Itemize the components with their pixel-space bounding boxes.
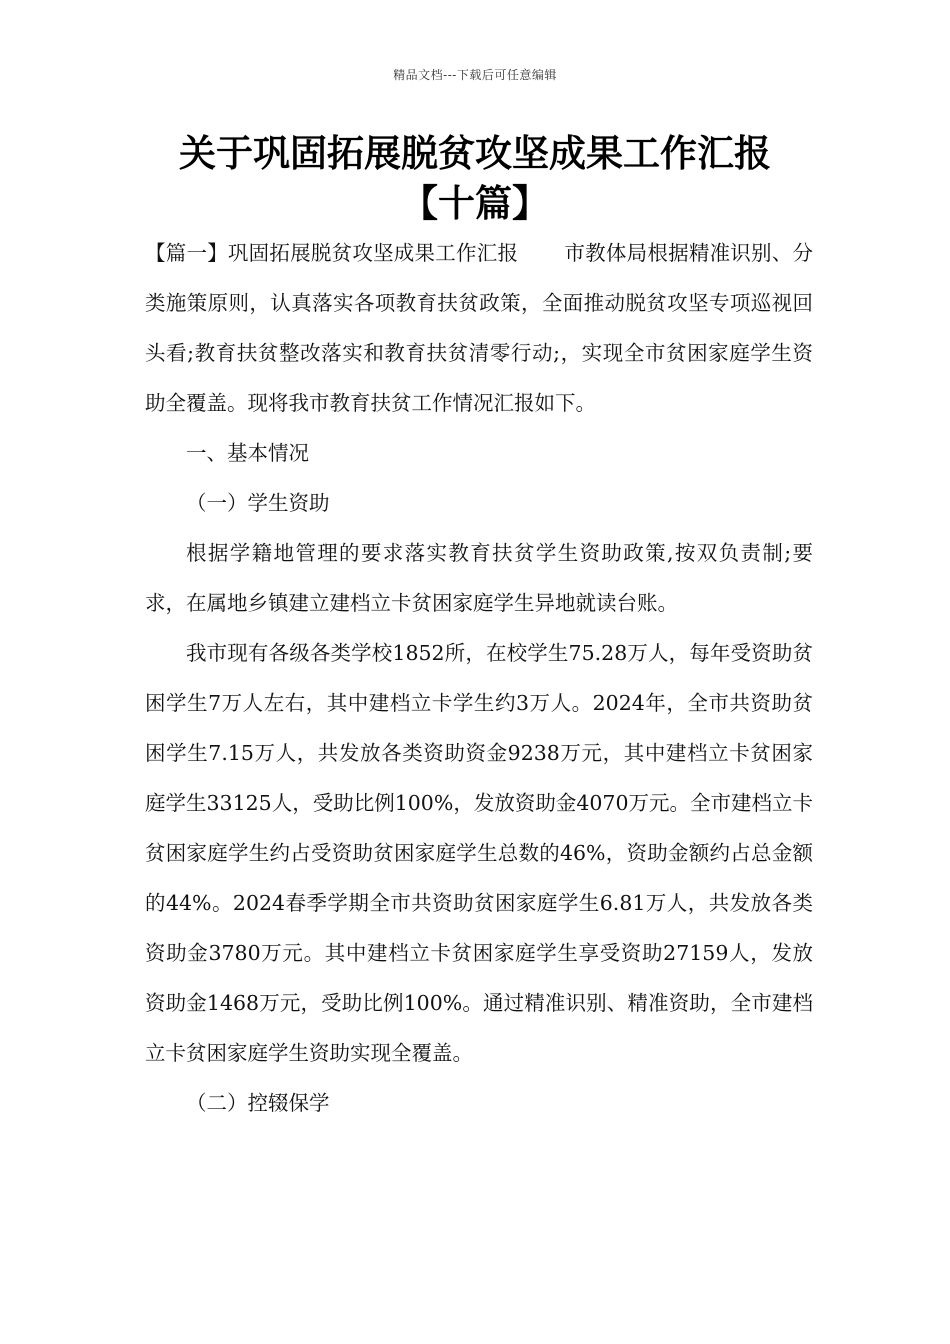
document-title-line-1: 关于巩固拓展脱贫攻坚成果工作汇报 [179, 132, 771, 175]
document-body [145, 228, 813, 1128]
intro-paragraph [145, 228, 813, 428]
section-heading-basic: 一、基本情况 [186, 441, 309, 465]
subsection-heading-dropout-control: （二）控辍保学 [186, 1091, 330, 1115]
intro-rest: 市教体局根据精准识别、分类施策原则，认真落实各项教育扶贫政策，全面推动脱贫攻坚专项巡视回头看;教育扶贫整改落实和教育扶贫清零行动;，实现全市贫困家庭学生资助全覆盖。现将我市教育扶贫工作情况汇报如下。 [145, 241, 814, 415]
policy-paragraph: 根据学籍地管理的要求落实教育扶贫学生资助政策,按双负责制;要求，在属地乡镇建立建档立卡贫困家庭学生异地就读台账。 [145, 541, 813, 615]
document-title-line-2: 【十篇】 [401, 182, 549, 225]
header-note: 精品文档---下载后可任意编辑 [393, 68, 557, 82]
subsection-heading-student-aid: （一）学生资助 [186, 491, 330, 515]
intro-lead: 【篇一】巩固拓展脱贫攻坚成果工作汇报 [145, 241, 519, 265]
statistics-paragraph: 我市现有各级各类学校1852所，在校学生75.28万人，每年受资助贫困学生7万人左右，其中建档立卡学生约3万人。2024年，全市共资助贫困学生7.15万人，共发放各类资助资金9238万元，其中建档立卡贫困家庭学生33125人，受助比例100%，发放资助金4070万元。全市建档立卡贫困家庭学生约占受资助贫困家庭学生总数的46%，资助金额约占总金额的44%。2024春季学期全市共资助贫困家庭学生6.81万人，共发放各类资助金3780万元。其中建档立卡贫困家庭学生享受资助27159人，发放资助金1468万元，受助比例100%。通过精准识别、精准资助，全市建档立卡贫困家庭学生资助实现全覆盖。 [145, 641, 813, 1065]
